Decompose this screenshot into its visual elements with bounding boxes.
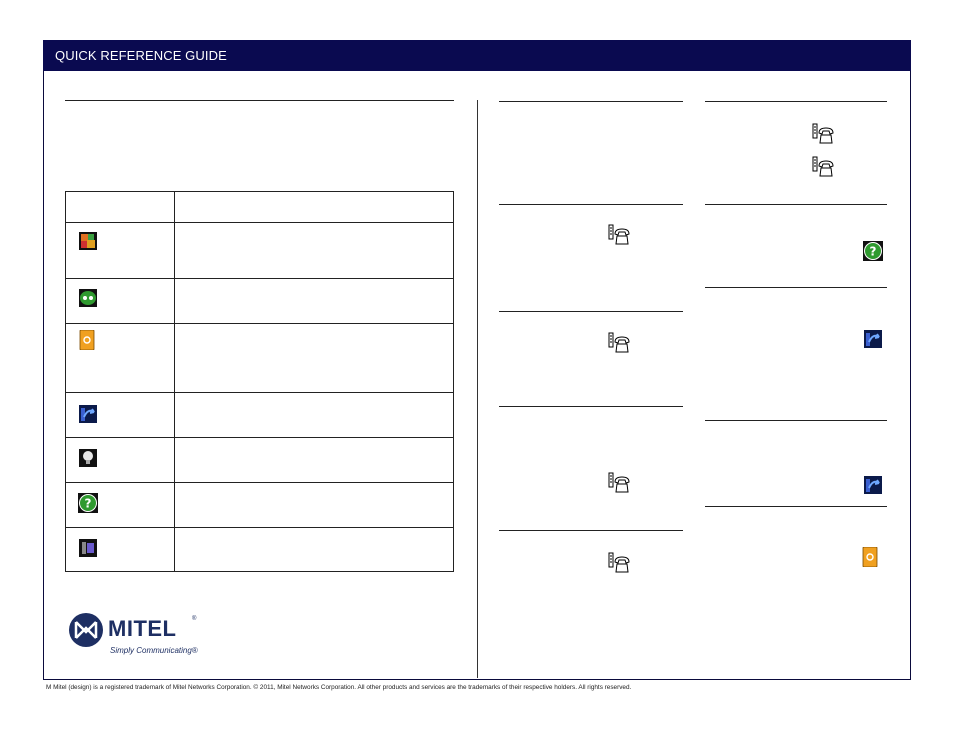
page-title: QUICK REFERENCE GUIDE — [55, 48, 227, 63]
section-rule — [705, 506, 887, 507]
lightbulb-icon — [78, 448, 98, 468]
mitel-logo — [68, 612, 208, 660]
logo-tagline: Simply Communicating® — [110, 646, 198, 655]
icon-table — [65, 191, 454, 572]
section-rule — [499, 101, 683, 102]
phone-handset-icon — [608, 332, 630, 354]
section-rule — [705, 101, 887, 102]
help-icon — [863, 241, 883, 261]
table-row — [66, 437, 453, 482]
section-rule — [499, 530, 683, 531]
footer-legal: M Mitel (design) is a registered trademark of Mitel Networks Corporation. © 2011, Mitel Networks Corporation. All other products and services are the trademarks of their respective holders. All rights reserved. — [46, 684, 632, 691]
svg-text:?: ? — [869, 244, 877, 259]
call-forward-icon — [78, 404, 98, 424]
section-rule — [65, 100, 454, 101]
call-forward-icon — [863, 329, 883, 349]
section-rule — [705, 204, 887, 205]
phone-handset-icon — [608, 552, 630, 574]
phone-handset-icon — [812, 156, 834, 178]
applications-icon — [78, 231, 98, 251]
help-icon — [78, 493, 98, 513]
logo-registered-mark: ® — [192, 616, 197, 622]
logo-wordmark: MITEL — [108, 616, 177, 641]
header-banner — [43, 40, 911, 71]
call-forward-icon — [863, 475, 883, 495]
table-row — [66, 392, 453, 437]
section-rule — [499, 204, 683, 205]
contacts-icon — [77, 330, 97, 350]
table-row — [66, 222, 453, 278]
phone-settings-icon — [78, 538, 98, 558]
contacts-icon — [860, 547, 880, 567]
voicemail-icon — [78, 288, 98, 308]
phone-handset-icon — [608, 472, 630, 494]
column-divider — [477, 100, 478, 678]
phone-handset-icon — [608, 224, 630, 246]
section-rule — [499, 406, 683, 407]
section-rule — [705, 287, 887, 288]
table-row — [66, 323, 453, 392]
section-rule — [705, 420, 887, 421]
table-row — [66, 278, 453, 323]
mitel-emblem-icon — [68, 612, 104, 648]
table-row — [66, 482, 453, 527]
section-rule — [499, 311, 683, 312]
table-row — [66, 527, 453, 572]
phone-handset-icon — [812, 123, 834, 145]
svg-text:?: ? — [84, 496, 92, 511]
